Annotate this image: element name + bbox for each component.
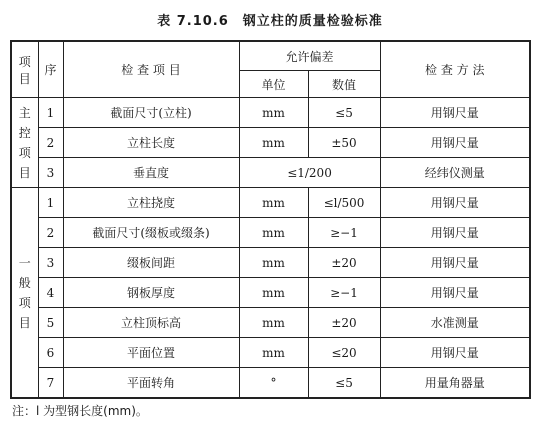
unit-cell: mm (239, 278, 308, 308)
seq-cell: 2 (38, 128, 63, 158)
item-cell: 截面尺寸(立柱) (63, 98, 239, 128)
header-row-1 (11, 41, 530, 71)
header-item: 检 查 项 目 (63, 41, 239, 98)
seq-cell: 7 (38, 368, 63, 399)
unit-cell: mm (239, 338, 308, 368)
item-cell: 缀板间距 (63, 248, 239, 278)
section-main-label: 主 控 项 目 (11, 98, 38, 188)
header-method: 检 查 方 法 (380, 41, 530, 98)
value-cell: ≤5 (308, 98, 380, 128)
unit-cell: mm (239, 218, 308, 248)
item-cell: 截面尺寸(缀板或缀条) (63, 218, 239, 248)
item-cell: 平面位置 (63, 338, 239, 368)
section-general-label: 一 般 项 目 (11, 188, 38, 399)
quality-standard-table (10, 40, 531, 399)
seq-cell: 1 (38, 98, 63, 128)
item-cell: 钢板厚度 (63, 278, 239, 308)
seq-cell: 4 (38, 278, 63, 308)
item-cell: 立柱挠度 (63, 188, 239, 218)
merged-tolerance-cell: ≤1/200 (239, 158, 380, 188)
header-value: 数值 (308, 71, 380, 98)
table-row (11, 98, 530, 128)
item-cell: 立柱长度 (63, 128, 239, 158)
seq-cell: 6 (38, 338, 63, 368)
table-row (11, 188, 530, 218)
unit-cell: mm (239, 248, 308, 278)
seq-cell: 3 (38, 158, 63, 188)
method-cell: 用钢尺量 (380, 278, 530, 308)
value-cell: ±20 (308, 248, 380, 278)
value-cell: ≤l/500 (308, 188, 380, 218)
header-unit: 单位 (239, 71, 308, 98)
unit-cell: mm (239, 98, 308, 128)
value-cell: ≤5 (308, 368, 380, 399)
table-row (11, 158, 530, 188)
method-cell: 用钢尺量 (380, 98, 530, 128)
method-cell: 用钢尺量 (380, 218, 530, 248)
table-footnote: 注：l 为型钢长度(mm)。 (12, 404, 148, 418)
unit-cell: mm (239, 308, 308, 338)
table-row (11, 218, 530, 248)
item-cell: 平面转角 (63, 368, 239, 399)
value-cell: ≥−1 (308, 278, 380, 308)
value-cell: ±20 (308, 308, 380, 338)
value-cell: ≤20 (308, 338, 380, 368)
table-row (11, 338, 530, 368)
method-cell: 用钢尺量 (380, 338, 530, 368)
unit-cell: mm (239, 188, 308, 218)
method-cell: 用量角器量 (380, 368, 530, 399)
table-row (11, 128, 530, 158)
header-seq: 序 (38, 41, 63, 98)
seq-cell: 5 (38, 308, 63, 338)
method-cell: 用钢尺量 (380, 128, 530, 158)
table-row (11, 308, 530, 338)
seq-cell: 2 (38, 218, 63, 248)
method-cell: 经纬仪测量 (380, 158, 530, 188)
table-row (11, 248, 530, 278)
method-cell: 水准测量 (380, 308, 530, 338)
value-cell: ≥−1 (308, 218, 380, 248)
unit-cell: mm (239, 128, 308, 158)
item-cell: 垂直度 (63, 158, 239, 188)
table-row (11, 368, 530, 399)
unit-cell: ° (239, 368, 308, 399)
method-cell: 用钢尺量 (380, 188, 530, 218)
header-tolerance: 允许偏差 (239, 41, 380, 71)
item-cell: 立柱顶标高 (63, 308, 239, 338)
table-row (11, 278, 530, 308)
method-cell: 用钢尺量 (380, 248, 530, 278)
header-section: 项 目 (11, 41, 38, 98)
seq-cell: 3 (38, 248, 63, 278)
value-cell: ±50 (308, 128, 380, 158)
table-caption: 表 7.10.6 钢立柱的质量检验标准 (157, 14, 383, 29)
seq-cell: 1 (38, 188, 63, 218)
